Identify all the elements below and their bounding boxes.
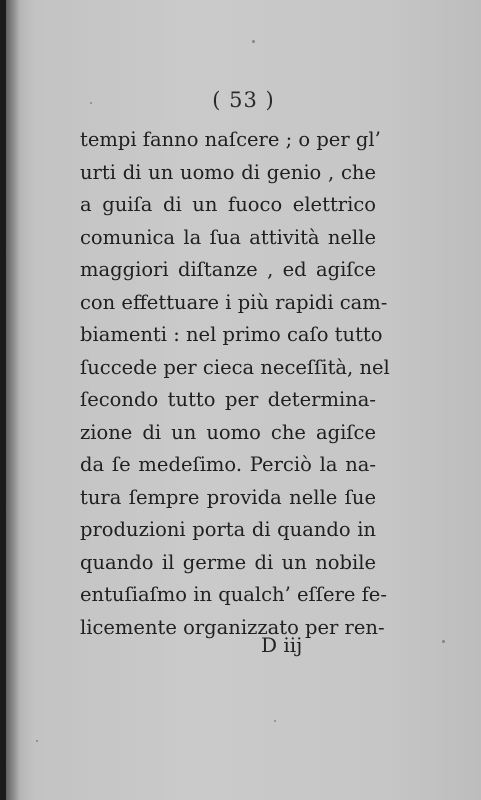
text-line: quando il germe di un nobile: [80, 550, 376, 574]
page-number: ( 53 ): [212, 88, 275, 112]
text-line: ſuccede per cieca neceſſità, nel: [80, 355, 390, 379]
paper-speck: [274, 720, 276, 722]
paper-speck: [36, 740, 38, 742]
book-page: [6, 0, 481, 800]
body-text: [80, 124, 390, 644]
text-line: biamenti : nel primo caſo tutto: [80, 323, 383, 346]
text-line: ſecondo tutto per determina-: [80, 388, 376, 411]
text-line: entuſiaſmo in qualch’ eſſere fe-: [80, 583, 387, 606]
text-line: tempi fanno naſcere ; o per gl’: [80, 128, 381, 151]
text-line: con effettuare i più rapidi cam-: [80, 290, 388, 314]
paper-speck: [252, 40, 255, 43]
paper-speck: [442, 640, 445, 643]
text-line: maggiori diſtanze , ed agiſce: [80, 258, 376, 281]
text-line: comunica la ſua attività nelle: [80, 225, 376, 249]
text-line: tura ſempre provida nelle ſue: [80, 485, 376, 509]
text-line: zione di un uomo che agiſce: [80, 420, 376, 444]
page-gutter-shadow: [6, 0, 20, 800]
text-line: a guiſa di un fuoco elettrico: [80, 193, 376, 216]
text-line: urti di un uomo di genio , che: [80, 160, 376, 184]
text-line: produzioni porta di quando in: [80, 518, 376, 541]
signature-mark: D iij: [261, 633, 303, 657]
text-line: licemente organizzato per ren-: [80, 615, 385, 639]
text-line: da ſe medeſimo. Perciò la na-: [80, 453, 376, 476]
